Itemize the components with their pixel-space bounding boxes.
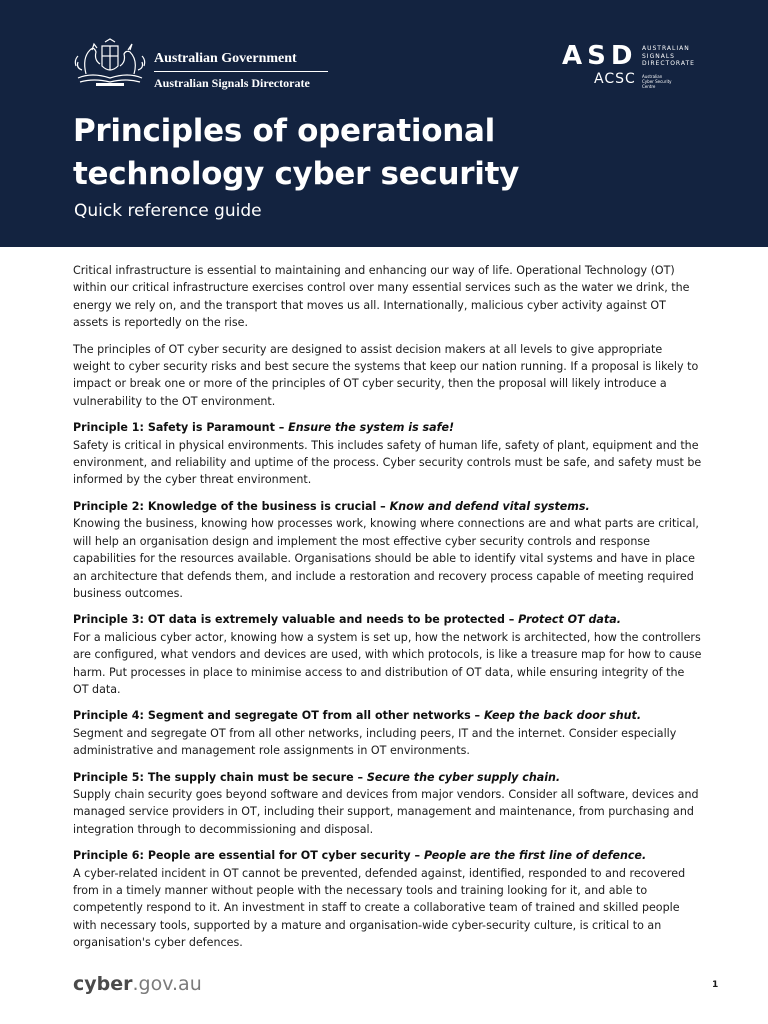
principle-title: Principle 4: Segment and segregate OT from all other networks xyxy=(73,709,471,723)
intro-paragraph: Critical infrastructure is essential to maintaining and enhancing our way of life. Operational Technology (OT) within our critical infrastructure exercises control over many essential services such as the water we drink, the energy we rely on, and the transport that moves us all. Internationally, malicious cyber activity against OT assets is reportedly on the rise. xyxy=(73,264,690,330)
principle-tagline: Know and defend vital systems. xyxy=(389,499,590,513)
dash: – xyxy=(504,613,519,627)
principle-title: Principle 1: Safety is Paramount xyxy=(73,421,275,435)
principle-title: Principle 5: The supply chain must be secure xyxy=(73,770,354,784)
principle-heading xyxy=(73,707,703,724)
header-banner xyxy=(0,0,768,247)
principle-section xyxy=(73,419,703,489)
principle-body: Segment and segregate OT from all other networks, including peers, IT and the internet. Consider especially administrative and management role assignments in OT environments. xyxy=(73,726,677,758)
acsc-text-line: Centre xyxy=(642,84,656,89)
dash: – xyxy=(274,421,289,435)
principle-heading xyxy=(73,769,703,786)
principle-section xyxy=(73,498,703,602)
page-subtitle: Quick reference guide xyxy=(74,201,262,221)
principle-tagline: People are the first line of defence. xyxy=(423,849,647,863)
principle-tagline: Ensure the system is safe! xyxy=(288,421,455,435)
principle-body: Knowing the business, knowing how processes work, knowing where connections are and what parts are critical, will help an organisation design and implement the most effective cyber security controls and response capabilities for the resources available. Organisations should be able to identify vital systems and have in place an architecture that defends them, and include a restoration and recovery process capable of meeting required business outcomes. xyxy=(73,517,699,600)
acsc-mark: ACSC xyxy=(594,71,636,87)
gov-line-2: Australian Signals Directorate xyxy=(154,76,310,90)
principle-tagline: Keep the back door shut. xyxy=(483,709,642,723)
asd-logo xyxy=(562,42,702,92)
acsc-text-line: Cyber Security xyxy=(642,79,672,84)
principle-heading xyxy=(73,611,703,628)
title-line-1: Principles of operational xyxy=(73,113,495,149)
footer-url-rest: .gov.au xyxy=(132,973,202,995)
principle-title: Principle 3: OT data is extremely valuable and needs to be protected xyxy=(73,613,505,627)
page-title xyxy=(73,110,519,196)
principle-tagline: Secure the cyber supply chain. xyxy=(366,770,561,784)
principle-body: Supply chain security goes beyond software and devices from major vendors. Consider all software, devices and managed service providers in OT, including their support, management and maintenance, from purchasing and integration through to decommissioning and disposal. xyxy=(73,787,699,836)
title-line-2: technology cyber security xyxy=(73,156,520,192)
asd-text xyxy=(642,45,695,68)
principle-tagline: Protect OT data. xyxy=(518,613,621,627)
document-body xyxy=(73,262,703,961)
principle-body: For a malicious cyber actor, knowing how a system is set up, how the network is architected, how the controllers are configured, what vendors and devices are used, with which protocols, is like a treasure map for how to cause harm. Put processes in place to minimise access to and distribution of OT data, while ensuring integrity of the OT data. xyxy=(73,630,702,696)
intro-paragraph: The principles of OT cyber security are designed to assist decision makers at all levels to give appropriate weight to cyber security risks and best secure the systems that keep our nation running. If a proposal is likely to impact or break one or more of the principles of OT cyber security, then the proposal will likely introduce a vulnerability to the OT environment. xyxy=(73,342,699,408)
footer-website-link[interactable] xyxy=(73,972,202,996)
principle-body: A cyber-related incident in OT cannot be prevented, defended against, identified, responded to and recovered from in a timely manner without people with the necessary tools and training looking for it, and able to competently respond to it. An investment in staff to create a collaborative team of trained and skilled people with necessary tools, supported by a mature and organisation-wide cyber-security culture, is critical to an organisation's cyber defences. xyxy=(73,866,686,950)
government-wordmark xyxy=(154,50,328,91)
gov-line-1: Australian Government xyxy=(154,51,297,66)
principle-title: Principle 6: People are essential for OT cyber security xyxy=(73,849,411,863)
principle-section xyxy=(73,611,703,698)
dash: – xyxy=(470,709,484,723)
asd-text-line: AUSTRALIAN xyxy=(642,45,690,52)
gov-divider xyxy=(154,71,328,72)
principle-title: Principle 2: Knowledge of the business is crucial xyxy=(73,499,377,513)
dash: – xyxy=(376,499,390,513)
asd-mark: ASD xyxy=(562,41,638,71)
dash: – xyxy=(410,849,424,863)
footer-url-bold: cyber xyxy=(73,973,133,995)
principle-section xyxy=(73,847,703,951)
dash: – xyxy=(353,770,367,784)
principle-heading xyxy=(73,847,703,864)
acsc-text-line: Australian xyxy=(642,74,663,79)
acsc-text xyxy=(642,74,672,89)
asd-text-line: SIGNALS xyxy=(642,52,675,60)
page-number: 1 xyxy=(712,980,719,990)
principle-section xyxy=(73,707,703,759)
principle-body: Safety is critical in physical environments. This includes safety of human life, safety of plant, equipment and the environment, and reliability and uptime of the process. Cyber security controls must be safe, and safety must be informed by the cyber threat environment. xyxy=(73,438,702,487)
coat-of-arms-icon xyxy=(72,38,148,88)
principle-heading xyxy=(73,419,703,436)
principle-section xyxy=(73,769,703,839)
asd-text-line: DIRECTORATE xyxy=(642,60,695,67)
principle-heading xyxy=(73,498,703,515)
